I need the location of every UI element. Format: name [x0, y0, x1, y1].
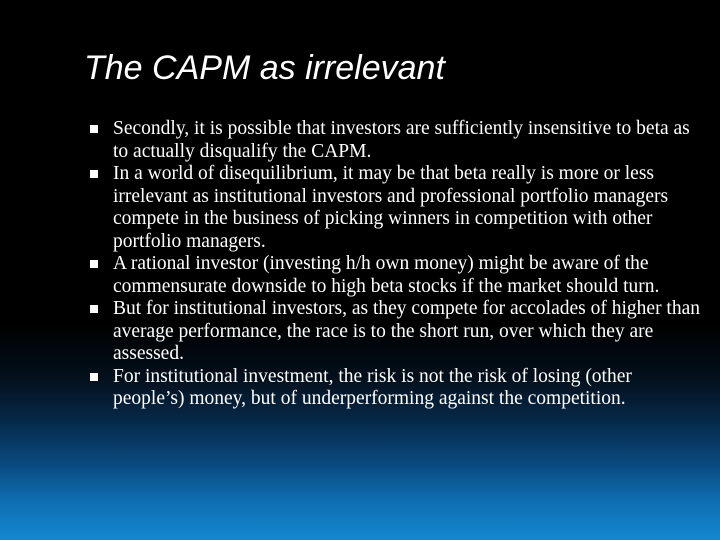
square-bullet-icon	[90, 125, 98, 133]
bullet-text: For institutional investment, the risk is not the risk of losing (other people’s) money, but of underperforming against the competition.	[113, 365, 632, 409]
square-bullet-icon	[90, 305, 98, 313]
slide-title: The CAPM as irrelevant	[84, 49, 445, 87]
bullet-text: A rational investor (investing h/h own money) might be aware of the commensurate downside to high beta stocks if the market should turn.	[113, 253, 660, 297]
bullet-item	[90, 163, 700, 253]
square-bullet-icon	[90, 373, 98, 381]
bullet-item	[90, 366, 700, 411]
bullet-list	[90, 118, 700, 411]
bullet-text: Secondly, it is possible that investors are sufficiently insensitive to beta as to actually disqualify the CAPM.	[113, 118, 690, 162]
bullet-text: In a world of disequilibrium, it may be that beta really is more or less irrelevant as institutional investors and professional portfolio managers compete in the business of picking winners in competition with other portfolio managers.	[113, 163, 669, 252]
bullet-text: But for institutional investors, as they compete for accolades of higher than average performance, the race is to the short run, over which they are assessed.	[113, 298, 701, 364]
square-bullet-icon	[90, 170, 98, 178]
bullet-item	[90, 298, 700, 366]
square-bullet-icon	[90, 260, 98, 268]
bullet-item	[90, 118, 700, 163]
bullet-item	[90, 253, 700, 298]
